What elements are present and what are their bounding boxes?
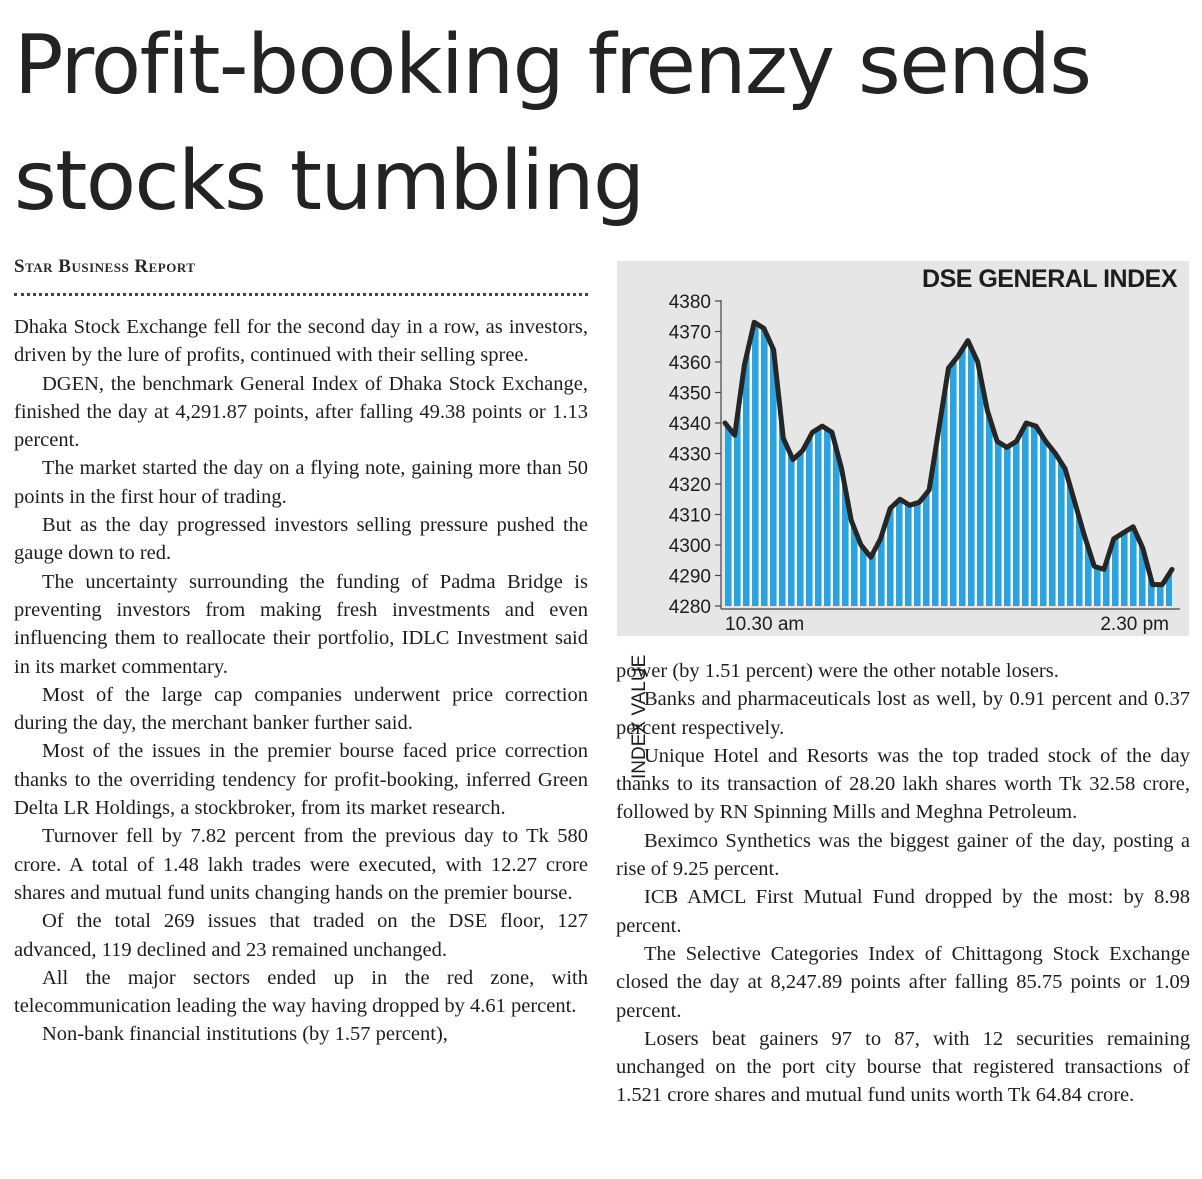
paragraph: Turnover fell by 7.82 percent from the previous day to Tk 580 crore. A total of 1.48 lakh trades were executed, with 12.27 crore shares and mutual fund units changing hands on the premier bourse. xyxy=(14,825,588,904)
y-tick-label: 4310 xyxy=(668,505,711,527)
y-tick-label: 4380 xyxy=(668,292,711,313)
paragraph: power (by 1.51 percent) were the other notable losers. xyxy=(616,660,1059,682)
paragraph: All the major sectors ended up in the red zone, with telecommunication leading the way having dropped by 4.61 percent. xyxy=(14,966,588,1018)
y-tick-label: 4370 xyxy=(668,322,711,344)
y-tick-label: 4350 xyxy=(668,383,711,405)
y-tick-label: 4360 xyxy=(668,353,711,374)
paragraph: Unique Hotel and Resorts was the top traded stock of the day thanks to its transaction of 28.20 lakh shares worth Tk 32.58 crore, followed by RN Spinning Mills and Meghna Petroleum. xyxy=(616,744,1190,824)
paragraph: Dhaka Stock Exchange fell for the second day in a row, as investors, driven by the lure of profits, continued with their selling spree. xyxy=(14,316,588,367)
paragraph: Losers beat gainers 97 to 87, with 12 securities remaining unchanged on the port city bourse that registered transactions of 1.521 crore shares and mutual fund units worth Tk 64.84 crore. xyxy=(616,1027,1190,1107)
article-column-1 xyxy=(14,313,588,1049)
chart-title: DSE GENERAL INDEX xyxy=(922,265,1177,293)
headline: Profit-booking frenzy sends stocks tumbling xyxy=(14,18,1091,229)
y-tick-label: 4300 xyxy=(668,536,711,557)
byline: Star Business Report xyxy=(14,256,196,277)
paragraph: Most of the large cap companies underwent price correction during the day, the merchant banker further said. xyxy=(14,683,588,735)
y-tick-label: 4330 xyxy=(668,444,711,466)
paragraph: Most of the issues in the premier bourse faced price correction thanks to the overriding tendency for profit-booking, inferred Green Delta LR Holdings, a stockbroker, from its market research. xyxy=(14,740,588,820)
paragraph: The market started the day on a flying note, gaining more than 50 points in the first hour of trading. xyxy=(14,457,588,508)
y-tick-label: 4320 xyxy=(668,475,711,496)
paragraph: The Selective Categories Index of Chittagong Stock Exchange closed the day at 8,247.89 points after falling 85.75 points or 1.09 percent. xyxy=(616,942,1190,1022)
y-tick-label: 4290 xyxy=(668,566,711,588)
paragraph: Beximco Synthetics was the biggest gainer of the day, posting a rise of 9.25 percent. xyxy=(616,829,1190,881)
y-tick-label: 4280 xyxy=(668,597,711,618)
dotted-divider xyxy=(14,293,588,296)
paragraph: But as the day progressed investors selling pressure pushed the gauge down to red. xyxy=(14,514,588,565)
y-tick-label: 4340 xyxy=(668,414,711,435)
paragraph: Non-bank financial institutions (by 1.57 percent), xyxy=(42,1023,448,1046)
chart-canvas xyxy=(617,261,1189,636)
x-tick-label-end: 2.30 pm xyxy=(1100,614,1169,635)
paragraph: Of the total 269 issues that traded on the DSE floor, 127 advanced, 119 declined and 23 remained unchanged. xyxy=(14,910,588,961)
paragraph: ICB AMCL First Mutual Fund dropped by the most: by 8.98 percent. xyxy=(616,886,1190,937)
x-tick-label-start: 10.30 am xyxy=(725,614,805,635)
paragraph: The uncertainty surrounding the funding of Padma Bridge is preventing investors from making fresh investments and even influencing them to reallocate their portfolio, IDLC Investment said in its market commentary. xyxy=(14,570,588,678)
paragraph: DGEN, the benchmark General Index of Dhaka Stock Exchange, finished the day at 4,291.87 points, after falling 49.38 points or 1.13 percent. xyxy=(14,372,588,452)
article-column-2 xyxy=(616,654,1190,1110)
paragraph: Banks and pharmaceuticals lost as well, by 0.91 percent and 0.37 percent respectively. xyxy=(616,688,1190,739)
y-axis-label: INDEX VALUE xyxy=(629,654,650,779)
